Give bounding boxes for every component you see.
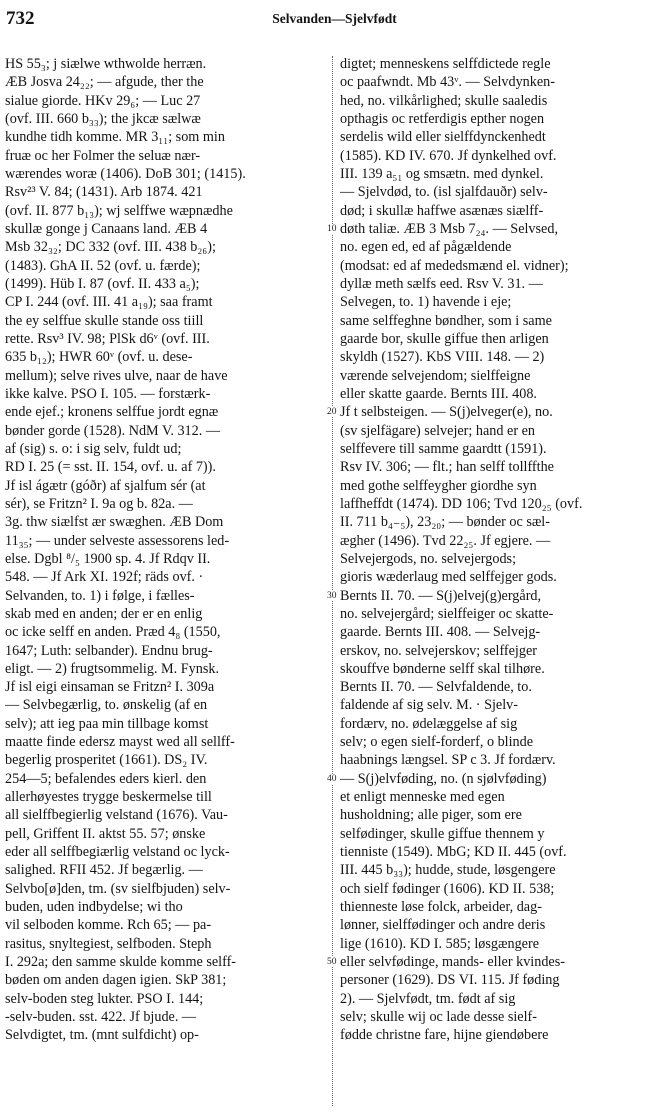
page-header (6, 8, 663, 32)
text-line: else. Dgbl ⁸/₅ 1900 sp. 4. Jf Rdqv II. (5, 550, 211, 567)
text-line: dyllæ meth sælfs eed. Rsv V. 31. — (340, 275, 543, 292)
text-line: — Sjelvdød, to. (isl sjalfdauðr) selv- (340, 184, 548, 201)
line-number: 30 (327, 590, 337, 601)
text-line: Rsv²³ V. 84; (1431). Arb 1874. 421 (5, 184, 203, 201)
text-line: oc paafwndt. Mb 43ᵛ. — Selvdynken- (340, 74, 555, 91)
running-head: Selvanden—Sjelvfødt (272, 11, 397, 26)
text-line: lønner, sielffødinger och andre deris (340, 917, 546, 934)
text-line: eligt. — 2) frugtsommelig. M. Fynsk. (5, 660, 219, 677)
text-line: rasitus, snyltegiest, selfboden. Steph (5, 935, 212, 952)
text-line: (ovf. II. 877 b₁₃); wj selffwe wæpnædhe (5, 202, 233, 219)
text-line: sér), se Fritzn² I. 9a og b. 82a. — (5, 495, 193, 512)
text-line: bøden om anden dagen igien. SkP 381; (5, 972, 227, 989)
text-line: personer (1629). DS VI. 115. Jf føding (340, 972, 560, 989)
text-line: ende ejef.; kronens selffue jordt egnæ (5, 404, 219, 421)
text-line: fødde christne fare, hijne giendøbere (340, 1027, 549, 1044)
text-line: ÆB Josva 24₂₂; — afgude, ther the (5, 74, 204, 91)
text-line: fruæ oc her Folmer the seluæ nær- (5, 147, 201, 164)
column-divider (332, 56, 333, 1106)
text-line: no. selvejergård; sielffeiger oc skatte- (340, 605, 554, 622)
text-line: thienneste løse folck, arbeider, dag- (340, 899, 542, 916)
text-line: skyldh (1527). KbS VIII. 148. — 2) (340, 349, 545, 366)
text-line: -selv-buden. sst. 422. Jf bjude. — (5, 1009, 197, 1026)
text-line: buden, uden indbydelse; wi tho (5, 899, 183, 916)
text-line: eder all selffbegiærlig velstand oc lyck- (5, 844, 230, 861)
text-line: tienniste (1549). MbG; KD II. 445 (ovf. (340, 844, 567, 861)
text-line: døth taliæ. ÆB 3 Msb 7₂₄. — Selvsed, (340, 220, 558, 237)
text-line: CP I. 244 (ovf. III. 41 a₁₉); saa framt (5, 294, 213, 311)
text-line: salighed. RFII 452. Jf begærlig. — (5, 862, 203, 879)
text-line: selv; skulle wij oc lade desse sielf- (340, 1009, 537, 1026)
text-line: same selffeghne bøndher, som i same (340, 312, 552, 329)
text-line: eller skatte gaarde. Bernts III. 408. (340, 385, 537, 402)
text-line: sialue giorde. HKv 29₆; — Luc 27 (5, 92, 201, 109)
text-line: selffevere till samme gaardtt (1591). (340, 440, 547, 457)
text-line: ikke kalve. PSO I. 105. — forstærk- (5, 385, 211, 402)
text-line: all sielffbegierlig velstand (1676). Vau- (5, 807, 228, 824)
text-line: Jf t selbsteigen. — S(j)elveger(e), no. (340, 404, 553, 421)
text-line: — Selvbegærlig, to. ønskelig (af en (5, 697, 208, 714)
text-line: maatte finde edersz mayst wed all sellff- (5, 734, 235, 751)
text-line: 635 b₁₂); HWR 60ᵛ (ovf. u. dese- (5, 349, 193, 366)
text-line: skouffve bønderne selff skal tilhøre. (340, 660, 545, 677)
text-line: af (sig) s. o: i sig selv, fuldt ud; (5, 440, 182, 457)
text-line: Selvdigtet, tm. (mnt sulfdicht) op- (5, 1027, 199, 1044)
text-line: (1585). KD IV. 670. Jf dynkelhed ovf. (340, 147, 557, 164)
text-line: begerlig prosperitet (1661). DS₂ IV. (5, 752, 208, 769)
text-line: 1647; Luth: selbander). Endnu brug- (5, 642, 213, 659)
text-line: Selvbo[ø]den, tm. (sv sielfbjuden) selv- (5, 880, 231, 897)
text-line: II. 711 b₄₋₅), 23₂₀; — bønder oc sæl- (340, 514, 550, 531)
text-line: faldende af sig selv. M. · Sjelv- (340, 697, 518, 714)
text-line: no. egen ed, ed af pågældende (340, 239, 512, 256)
text-line: Bernts II. 70. — S(j)elvej(g)ergård, (340, 587, 542, 604)
text-line: selfødinger, skulle giffue thennem y (340, 825, 545, 842)
text-line: kundhe tidh komme. MR 3₁₁; som min (5, 129, 225, 146)
page-number: 732 (6, 8, 35, 29)
text-line: 3g. thw siælfst ær swæghen. ÆB Dom (5, 514, 224, 531)
text-line: fordærv, no. ødelæggelse af sig (340, 715, 518, 732)
text-line: et enligt menneske med egen (340, 789, 505, 806)
text-line: the ey selffue skulle stande oss tiill (5, 312, 204, 329)
text-line: och sielf fødinger (1606). KD II. 538; (340, 880, 555, 897)
text-line: gioris wæderlaug med selffejger gods. (340, 569, 557, 586)
text-line: wærendes woræ (1406). DoB 301; (1415). (5, 165, 246, 182)
text-line: ægher (1496). Tvd 22₂₅. Jf egjere. — (340, 532, 551, 549)
text-line: Jf isl ágætr (góðr) af sjalfum sér (at (5, 477, 206, 494)
text-line: III. 445 b₃₃); hudde, stude, løsgengere (340, 862, 556, 879)
text-line: oc icke selff en anden. Præd 4₈ (1550, (5, 624, 221, 641)
text-line: opthagis oc retferdigis epther nogen (340, 110, 545, 127)
line-number: 20 (327, 407, 337, 418)
text-line: (1483). GhA II. 52 (ovf. u. færde); (5, 257, 201, 274)
text-line: selv-boden steg lukter. PSO I. 144; (5, 990, 204, 1007)
text-line: Msb 32₃₂; DC 332 (ovf. III. 438 b₂₆); (5, 239, 216, 256)
text-line: vil selboden komme. Rch 65; — pa- (5, 917, 212, 934)
text-line: Selvanden, to. 1) i følge, i fælles- (5, 587, 195, 604)
text-line: Bernts II. 70. — Selvfaldende, to. (340, 679, 532, 696)
text-line: med gothe selffeygher giordhe syn (340, 477, 537, 494)
text-line: Selvejergods, no. selvejergods; (340, 550, 517, 567)
text-line: serdelis wild eller sielffdynckenhedt (340, 129, 546, 146)
text-line: rette. Rsv³ IV. 98; PlSk d6ᵛ (ovf. III. (5, 330, 210, 347)
text-line: 254—5; befalendes eders kierl. den (5, 770, 207, 787)
right-column (340, 55, 664, 1045)
line-number: 10 (327, 223, 337, 234)
text-line: selv); att ieg paa min tillbage komst (5, 715, 209, 732)
text-line: gaarde bor, skulle giffue then arligen (340, 330, 549, 347)
text-line: pell, Griffent II. aktst 55. 57; ønske (5, 825, 206, 842)
text-line: Selvegen, to. 1) havende i eje; (340, 294, 512, 311)
line-number: 50 (327, 957, 337, 968)
text-line: død; i skullæ haffwe asænæs siælff- (340, 202, 544, 219)
text-line: skullæ gonge j Canaans land. ÆB 4 (5, 220, 208, 237)
text-line: digtet; menneskens selffdictede regle (340, 56, 551, 72)
text-line: selv; o egen sielf-forderf, o blinde (340, 734, 534, 751)
text-line: 548. — Jf Ark XI. 192f; räds ovf. · (5, 569, 204, 586)
text-line: værende selvejendom; sielffeigne (340, 367, 531, 384)
text-line: (1499). Hüb I. 87 (ovf. II. 433 a₅); (5, 275, 200, 292)
text-line: haabnings længsel. SP c 3. Jf fordærv. (340, 752, 556, 769)
text-line: eller selvfødinge, mands- eller kvindes- (340, 954, 565, 971)
left-column (5, 55, 325, 1045)
text-line: allerhøyestes trygge beskermelse till (5, 789, 212, 806)
text-line: laffheffdt (1474). DD 106; Tvd 120₂₅ (ovf. (340, 495, 583, 512)
text-line: 11₃₅; — under selveste assessorens led- (5, 532, 230, 549)
text-line: skab med en anden; der er en enlig (5, 605, 203, 622)
text-line: 2). — Sjelvfødt, tm. født af sig (340, 990, 516, 1007)
text-line: mellum); selve rives ulve, naar de have (5, 367, 228, 384)
text-line: III. 139 a₅₁ og smsætn. med dynkel. (340, 165, 544, 182)
text-line: — S(j)elvføding, no. (n sjølvføding) (340, 770, 547, 787)
text-line: bønder gorde (1528). NdM V. 312. — (5, 422, 221, 439)
text-line: gaarde. Bernts III. 408. — Selvejg- (340, 624, 541, 641)
text-line: RD I. 25 (= sst. II. 154, ovf. u. af 7)). (5, 459, 216, 476)
text-line: (sv sjelfägare) selvejer; hand er en (340, 422, 535, 439)
text-line: (ovf. III. 660 b₃₃); the jkcæ sælwæ (5, 110, 201, 127)
text-line: erskov, no. selvejerskov; selffejger (340, 642, 537, 659)
text-line: husholdning; alle piger, som ere (340, 807, 522, 824)
text-line: I. 292a; den samme skulde komme selff- (5, 954, 237, 971)
text-line: Jf isl eigi einsaman se Fritzn² I. 309a (5, 679, 215, 696)
text-line: (modsat: ed af mededsmænd el. vidner); (340, 257, 569, 274)
text-line: HS 55₃; j siælwe wthwolde herræn. (5, 56, 207, 72)
text-line: Rsv IV. 306; — flt.; han selff tollffthe (340, 459, 554, 476)
text-line: hed, no. vilkårlighed; skulle saaledis (340, 92, 548, 109)
text-line: lige (1610). KD I. 585; løsgængere (340, 935, 539, 952)
line-number: 40 (327, 773, 337, 784)
